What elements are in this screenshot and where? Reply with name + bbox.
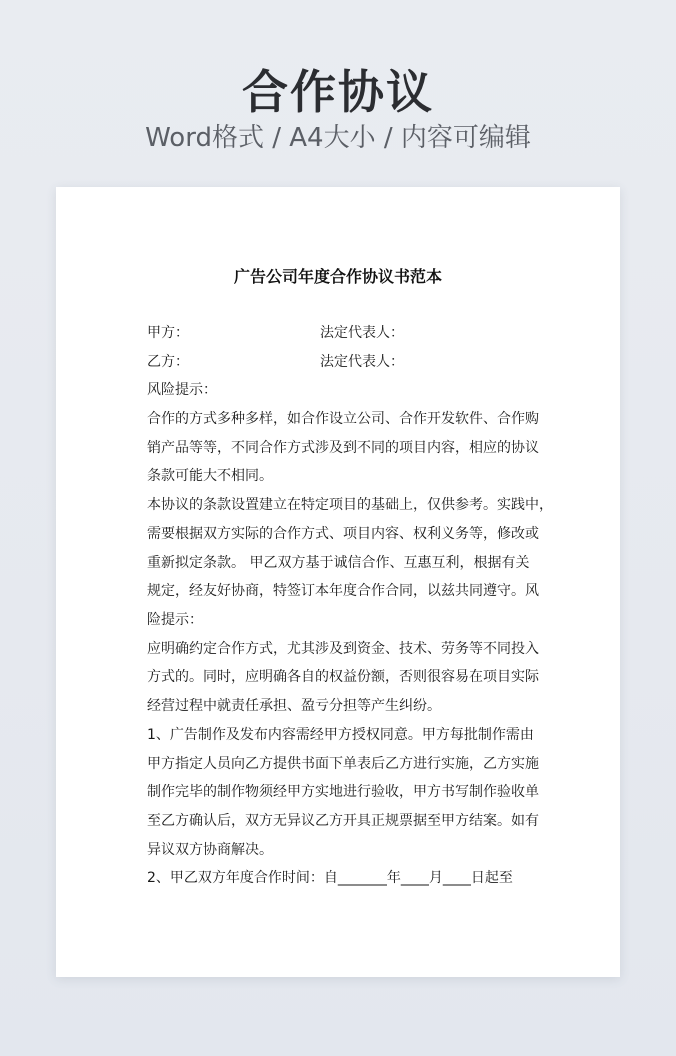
document-title: 广告公司年度合作协议书范本 [233, 267, 442, 286]
page-subtitle: Word格式 / A4大小 / 内容可编辑 [145, 123, 531, 153]
party-a-label: 甲方： [147, 325, 189, 341]
text-line: 销产品等等，不同合作方式涉及到不同的项目内容，相应的协议 [147, 439, 539, 456]
text-line: 方式的。同时，应明确各自的权益份额，否则很容易在项目实际 [147, 669, 539, 686]
text-line: 险提示： [147, 612, 203, 628]
party-b-label: 乙方： [147, 353, 189, 370]
page-title: 合作协议 [242, 65, 434, 119]
text-line: 本协议的条款设置建立在特定项目的基础上，仅供参考。实践中， [147, 497, 553, 514]
text-line: 甲方指定人员向乙方提供书面下单表后乙方进行实施，乙方实施 [147, 755, 539, 772]
text-line: 制作完毕的制作物须经甲方实地进行验收，甲方书写制作验收单 [147, 784, 539, 801]
text-line: 重新拟定条款。 甲乙双方基于诚信合作、互惠互利，根据有关 [147, 554, 530, 571]
text-line: 异议双方协商解决。 [147, 841, 273, 858]
text-line: 规定，经友好协商，特签订本年度合作合同，以兹共同遵守。风 [147, 583, 539, 600]
text-line: 合作的方式多种多样，如合作设立公司、合作开发软件、合作购 [147, 411, 539, 428]
text-line: 风险提示： [147, 382, 217, 399]
document-body [147, 319, 553, 893]
text-line: 需要根据双方实际的合作方式、项目内容、权利义务等，修改或 [147, 525, 539, 542]
text-line: 应明确约定合作方式，尤其涉及到资金、技术、劳务等不同投入 [147, 640, 539, 657]
text-line: 1、广告制作及发布内容需经甲方授权同意。甲方每批制作需由 [147, 726, 534, 743]
text-line: 经营过程中就责任承担、盈亏分担等产生纠纷。 [147, 698, 441, 715]
party-b-row [147, 348, 531, 377]
text-line: 条款可能大不相同。 [147, 468, 273, 485]
text-line: 至乙方确认后，双方无异议乙方开具正规票据至甲方结案。如有 [147, 812, 539, 829]
party-a-rep-label: 法定代表人： [320, 325, 404, 341]
party-b-rep-label: 法定代表人： [320, 353, 404, 370]
party-a-row [147, 319, 531, 348]
text-line: 2、甲乙双方年度合作时间：自_______年____月____日起至 [147, 870, 513, 887]
document-page [56, 187, 620, 977]
